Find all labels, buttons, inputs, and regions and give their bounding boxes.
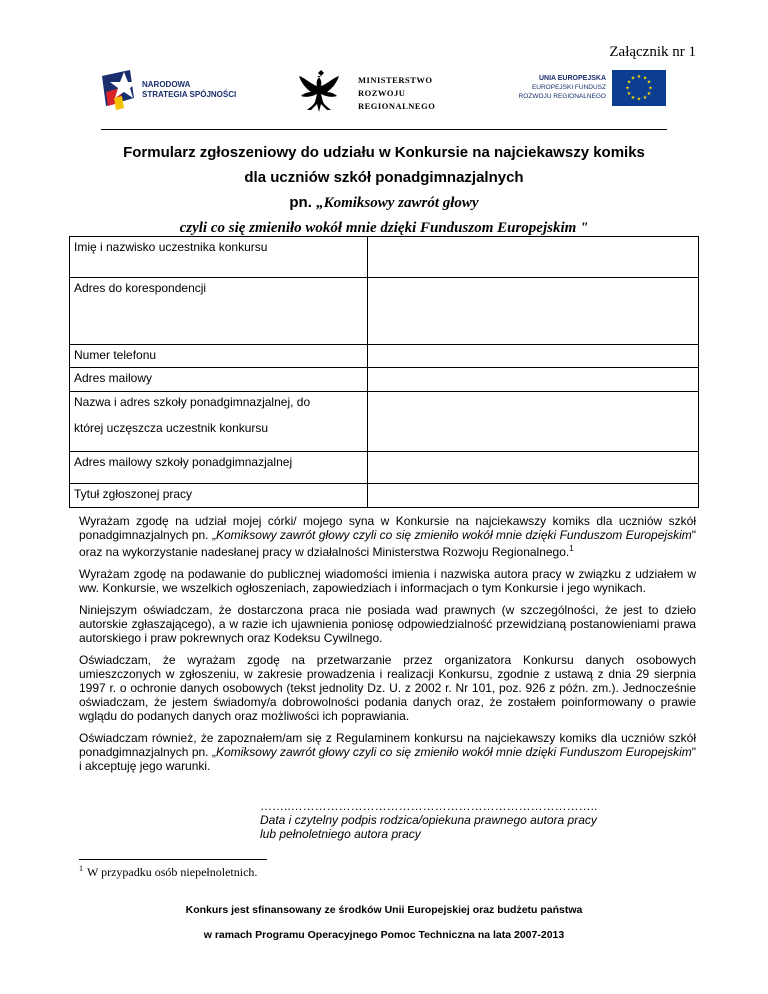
eu-line2: EUROPEJSKI FUNDUSZ (531, 84, 606, 91)
footnote (79, 864, 257, 880)
ministry-line1: MINISTERSTWO (358, 75, 433, 85)
consent-participation-contest-name: Komiksowy zawrót głowy czyli co się zmieniło wokół mnie dzięki Funduszom Europejskim (215, 528, 692, 542)
phone-field[interactable] (367, 345, 698, 368)
form-row-name (70, 237, 699, 278)
svg-text:★: ★ (642, 95, 648, 101)
svg-text:★: ★ (636, 74, 642, 80)
consent-statements (79, 514, 696, 781)
logo-bar (100, 66, 666, 114)
entry-form-table (69, 236, 699, 508)
ministry-logo (296, 66, 466, 114)
email-field[interactable] (367, 368, 698, 392)
title-line4: czyli co się zmieniło wokół mnie dzięki Funduszom Europejskim " (179, 220, 589, 236)
title-contest-name: „Komiksowy zawrót głowy (316, 195, 479, 211)
consent-participation-text-b: " oraz na wykorzystanie nadesłanej pracy w działalności Ministerstwa Rozwoju Regionalnego. (79, 528, 696, 559)
statement-regulations-text-a: Oświadczam również, że zapoznałem/am się z Regulaminem konkursu na najciekawszy komiks dla uczniów szkół ponadgimnazjalnych pn. „ (79, 731, 696, 759)
address-label: Adres do korespondencji (70, 278, 368, 345)
statement-regulations (79, 731, 696, 773)
footer-line1: Konkurs jest sfinansowany ze środków Unii Europejskiej oraz budżetu państwa (185, 904, 583, 916)
svg-text:★: ★ (625, 85, 630, 92)
consent-publication: Wyrażam zgodę na podawanie do publicznej wiadomości imienia i nazwiska autora pracy w związku z udziałem w ww. Konkursie, we wszelkich ogłoszeniach, zapowiedziach i informacjach o tym Konkursie i jego wynikach. (79, 567, 696, 595)
signature-block (260, 799, 597, 841)
nss-line2: STRATEGIA SPÓJNOŚCI (142, 90, 237, 99)
work-title-label: Tytuł zgłoszonej pracy (70, 484, 368, 508)
signature-caption-2: lub pełnoletniego autora pracy (260, 827, 421, 841)
svg-text:★: ★ (626, 91, 632, 97)
form-row-work-title (70, 484, 699, 508)
ministry-line2: ROZWOJU (358, 88, 406, 98)
school-field[interactable] (367, 392, 698, 452)
title-line3 (60, 190, 708, 216)
signature-caption-1: Data i czytelny podpis rodzica/opiekuna prawnego autora pracy (260, 813, 597, 827)
work-title-field[interactable] (367, 484, 698, 508)
nss-emblem-icon (100, 68, 140, 112)
form-row-phone (70, 345, 699, 368)
email-label: Adres mailowy (70, 368, 368, 392)
school-label-line2: której uczęszcza uczestnik konkursu (74, 421, 269, 435)
title-line2: dla uczniów szkół ponadgimnazjalnych (244, 169, 524, 186)
svg-text:★: ★ (646, 79, 652, 86)
nss-line1: NARODOWA (142, 80, 191, 89)
consent-participation (79, 514, 696, 559)
school-label-line1: Nazwa i adres szkoły ponadgimnazjalnej, do (74, 395, 311, 409)
footnote-text: W przypadku osób niepełnoletnich. (87, 865, 258, 879)
eu-flag-icon (612, 70, 666, 106)
footnote-rule (79, 859, 267, 860)
form-row-address (70, 278, 699, 345)
form-row-school-email (70, 452, 699, 484)
header-rule (101, 129, 667, 130)
signature-line[interactable]: ……..………………………………………………………………….. (260, 799, 598, 813)
svg-text:★: ★ (648, 85, 653, 92)
school-label (70, 392, 368, 452)
eu-line3: ROZWOJU REGIONALNEGO (518, 93, 606, 100)
funding-footer (60, 898, 708, 948)
name-field[interactable] (367, 237, 698, 278)
svg-text:★: ★ (630, 75, 636, 82)
school-email-label: Adres mailowy szkoły ponadgimnazjalnej (70, 452, 368, 484)
footnote-ref: 1 (569, 544, 574, 553)
form-row-school (70, 392, 699, 452)
name-label: Imię i nazwisko uczestnika konkursu (70, 237, 368, 278)
eu-line1: UNIA EUROPEJSKA (538, 75, 606, 82)
svg-text:★: ★ (642, 75, 648, 82)
school-email-field[interactable] (367, 452, 698, 484)
eagle-emblem-icon (296, 66, 346, 114)
statement-regulations-text-b: " i akceptuję jego warunki. (79, 745, 696, 773)
consent-participation-text-a: Wyrażam zgodę na udział mojej córki/ mojego syna w Konkursie na najciekawszy komiks dla uczniów szkół ponadgimnazjalnych pn. „ (79, 514, 696, 542)
svg-text:★: ★ (646, 91, 652, 97)
nss-logo (100, 66, 260, 114)
address-field[interactable] (367, 278, 698, 345)
eu-logo (504, 70, 666, 114)
consent-personal-data: Oświadczam, że wyrażam zgodę na przetwarzanie przez organizatora Konkursu danych osobowych umieszczonych w zgłoszeniu, w zakresie prowadzenia i realizacji Konkursu, zgodnie z ustawą z dnia 29 sierpnia 1997 r. o ochronie danych osobowych (tekst jednolity Dz. U. z 2002 r. Nr 101, poz. 926 z późn. zm.). Jednocześnie oświadczam, że jestem świadomy/a dobrowolności podania danych oraz, że zostałem poinformowany o prawie wglądu do podanych danych oraz możliwości ich poprawiania. (79, 653, 696, 723)
svg-text:★: ★ (636, 96, 642, 103)
title-pn: pn. (289, 194, 317, 211)
form-title (60, 140, 708, 241)
footnote-mark: 1 (79, 864, 83, 873)
ministry-line3: REGIONALNEGO (358, 101, 436, 111)
svg-text:★: ★ (630, 95, 636, 101)
form-row-email (70, 368, 699, 392)
footer-line2: w ramach Programu Operacyjnego Pomoc Techniczna na lata 2007-2013 (203, 929, 565, 941)
statement-regulations-contest-name: Komiksowy zawrót głowy czyli co się zmieniło wokół mnie dzięki Funduszom Europejskim (215, 745, 692, 759)
title-line1: Formularz zgłoszeniowy do udziału w Konkursie na najciekawszy komiks (123, 144, 645, 161)
svg-text:★: ★ (626, 79, 632, 86)
annex-label: Załącznik nr 1 (609, 44, 696, 60)
statement-copyright: Niniejszym oświadczam, że dostarczona praca nie posiada wad prawnych (w szczególności, że jest to dzieło autorskie zgłaszającego), a w razie ich ujawnienia poniosę odpowiedzialność przewidzianą postanowieniami prawa autorskiego i praw pokrewnych oraz Kodeksu Cywilnego. (79, 603, 696, 645)
phone-label: Numer telefonu (70, 345, 368, 368)
